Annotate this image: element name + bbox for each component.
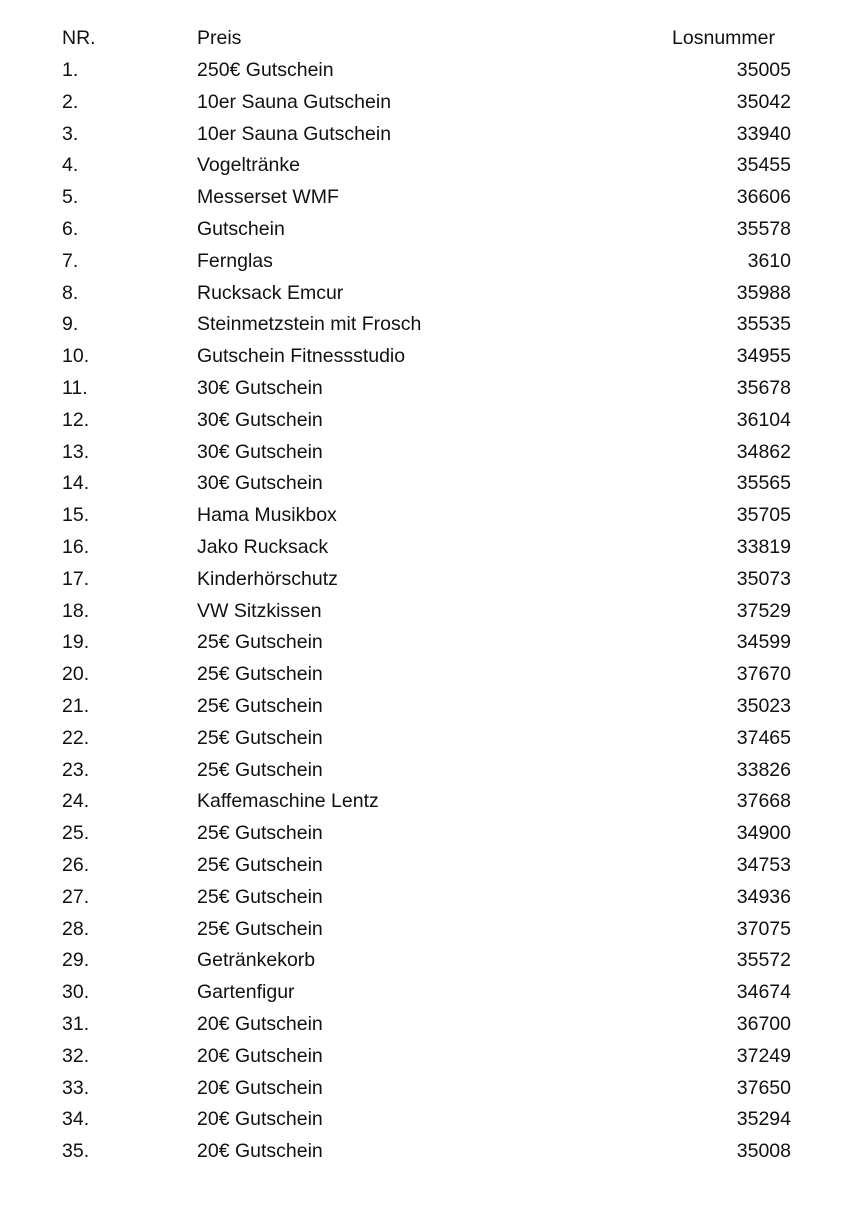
table-row [0, 404, 863, 436]
row-nr: 22. [62, 726, 90, 749]
row-losnummer: 35572 [736, 949, 791, 972]
table-row [0, 881, 863, 913]
row-losnummer: 3610 [747, 249, 791, 272]
row-nr: 3. [62, 122, 79, 145]
row-nr: 9. [62, 313, 79, 336]
row-nr: 33. [62, 1076, 90, 1099]
header-preis: Preis [197, 27, 242, 49]
row-nr: 20. [62, 663, 90, 686]
row-nr: 14. [62, 472, 90, 495]
row-preis: Hama Musikbox [197, 504, 337, 527]
row-losnummer: 35073 [736, 567, 791, 590]
row-preis: 25€ Gutschein [197, 917, 323, 940]
row-nr: 24. [62, 790, 90, 813]
row-losnummer: 37249 [736, 1044, 791, 1067]
row-preis: Gutschein Fitnessstudio [197, 345, 406, 368]
row-losnummer: 35565 [736, 472, 791, 495]
table-row [0, 1103, 863, 1135]
row-losnummer: 34936 [736, 885, 791, 908]
row-losnummer: 36606 [736, 186, 791, 209]
row-losnummer: 34900 [736, 822, 791, 845]
table-row [0, 849, 863, 881]
table-row [0, 54, 863, 86]
row-nr: 19. [62, 631, 90, 654]
row-nr: 29. [62, 949, 90, 972]
row-preis: Gutschein [197, 218, 285, 240]
row-preis: 20€ Gutschein [197, 1013, 323, 1035]
row-preis: Vogeltränke [197, 154, 300, 177]
row-losnummer: 37668 [736, 790, 791, 813]
row-nr: 28. [62, 917, 90, 940]
row-preis: 10er Sauna Gutschein [197, 90, 392, 113]
row-preis: 10er Sauna Gutschein [197, 122, 392, 145]
header-losnummer: Losnummer [672, 27, 775, 49]
row-preis: 25€ Gutschein [197, 758, 323, 781]
row-nr: 30. [62, 981, 90, 1004]
row-losnummer: 35578 [736, 218, 791, 240]
row-losnummer: 35042 [736, 90, 791, 113]
row-preis: Jako Rucksack [197, 536, 329, 558]
row-nr: 27. [62, 885, 90, 908]
table-header [0, 22, 863, 54]
row-losnummer: 35535 [736, 313, 791, 336]
row-preis: Fernglas [197, 249, 273, 272]
row-nr: 1. [62, 59, 79, 81]
row-losnummer: 33819 [736, 536, 791, 558]
row-preis: 20€ Gutschein [197, 1108, 323, 1131]
table-row [0, 913, 863, 945]
row-nr: 34. [62, 1108, 90, 1131]
row-losnummer: 37075 [736, 917, 791, 940]
row-losnummer: 37650 [736, 1076, 791, 1099]
row-preis: Steinmetzstein mit Frosch [197, 313, 422, 336]
table-row [0, 976, 863, 1008]
row-preis: 25€ Gutschein [197, 726, 323, 749]
row-losnummer: 35455 [736, 154, 791, 177]
row-nr: 13. [62, 440, 90, 463]
row-nr: 23. [62, 758, 90, 781]
row-nr: 12. [62, 408, 90, 431]
table-row [0, 499, 863, 531]
row-losnummer: 35705 [736, 504, 791, 527]
row-preis: 25€ Gutschein [197, 663, 323, 686]
row-losnummer: 35294 [736, 1108, 791, 1131]
table-row [0, 785, 863, 817]
header-nr: NR. [62, 27, 96, 49]
row-losnummer: 35008 [736, 1140, 791, 1163]
row-preis: Kaffemaschine Lentz [197, 790, 379, 813]
table-row [0, 308, 863, 340]
row-losnummer: 35023 [736, 695, 791, 717]
table-row [0, 245, 863, 277]
row-nr: 4. [62, 154, 79, 177]
row-nr: 16. [62, 536, 90, 558]
row-losnummer: 34599 [736, 631, 791, 654]
table-row [0, 467, 863, 499]
table-row [0, 372, 863, 404]
row-nr: 32. [62, 1044, 90, 1067]
row-preis: 25€ Gutschein [197, 631, 323, 654]
row-preis: 30€ Gutschein [197, 440, 323, 463]
row-losnummer: 34674 [736, 981, 791, 1004]
table-row [0, 1135, 863, 1167]
row-preis: 20€ Gutschein [197, 1076, 323, 1099]
row-losnummer: 35988 [736, 281, 791, 304]
row-nr: 11. [62, 377, 88, 399]
row-losnummer: 37670 [736, 663, 791, 686]
row-losnummer: 34955 [736, 345, 791, 368]
table-row [0, 563, 863, 595]
table-row [0, 340, 863, 372]
row-losnummer: 34753 [736, 854, 791, 876]
row-preis: 25€ Gutschein [197, 822, 323, 845]
row-preis: 25€ Gutschein [197, 885, 323, 908]
row-losnummer: 35005 [736, 59, 791, 81]
row-nr: 21. [62, 695, 90, 717]
row-preis: 30€ Gutschein [197, 472, 323, 495]
table-row [0, 595, 863, 627]
row-nr: 15. [62, 504, 90, 527]
table-row [0, 277, 863, 309]
table-row [0, 149, 863, 181]
row-preis: Rucksack Emcur [197, 281, 344, 304]
row-nr: 10. [62, 345, 90, 368]
row-nr: 17. [62, 567, 90, 590]
row-nr: 26. [62, 854, 90, 876]
row-preis: 30€ Gutschein [197, 408, 323, 431]
row-nr: 8. [62, 281, 79, 304]
table-row [0, 1008, 863, 1040]
row-losnummer: 33940 [736, 122, 791, 145]
row-preis: 30€ Gutschein [197, 377, 323, 399]
table-row [0, 436, 863, 468]
table-row [0, 1072, 863, 1104]
row-nr: 31. [62, 1013, 90, 1035]
table-row [0, 658, 863, 690]
row-losnummer: 36700 [736, 1013, 791, 1035]
table-row [0, 944, 863, 976]
row-losnummer: 37529 [736, 599, 791, 622]
row-losnummer: 37465 [736, 726, 791, 749]
row-preis: 25€ Gutschein [197, 695, 323, 717]
table-row [0, 531, 863, 563]
table-row [0, 1040, 863, 1072]
row-nr: 5. [62, 186, 79, 209]
row-nr: 2. [62, 90, 79, 113]
row-preis: Getränkekorb [197, 949, 316, 972]
table-row [0, 86, 863, 118]
row-nr: 25. [62, 822, 90, 845]
row-losnummer: 34862 [736, 440, 791, 463]
row-preis: 250€ Gutschein [197, 59, 334, 81]
table-row [0, 626, 863, 658]
row-preis: 20€ Gutschein [197, 1044, 323, 1067]
row-preis: Kinderhörschutz [197, 567, 338, 590]
row-losnummer: 35678 [736, 377, 791, 399]
table-row [0, 213, 863, 245]
row-preis: VW Sitzkissen [197, 599, 322, 622]
table-row [0, 690, 863, 722]
row-nr: 35. [62, 1140, 90, 1163]
table-row [0, 817, 863, 849]
row-preis: 25€ Gutschein [197, 854, 323, 876]
table-row [0, 181, 863, 213]
table-row [0, 754, 863, 786]
row-nr: 18. [62, 599, 90, 622]
row-preis: Messerset WMF [197, 186, 339, 209]
row-nr: 7. [62, 249, 79, 272]
row-nr: 6. [62, 218, 79, 240]
row-losnummer: 33826 [736, 758, 791, 781]
row-preis: Gartenfigur [197, 981, 295, 1004]
row-losnummer: 36104 [736, 408, 791, 431]
row-preis: 20€ Gutschein [197, 1140, 323, 1163]
table-row [0, 118, 863, 150]
table-row [0, 722, 863, 754]
